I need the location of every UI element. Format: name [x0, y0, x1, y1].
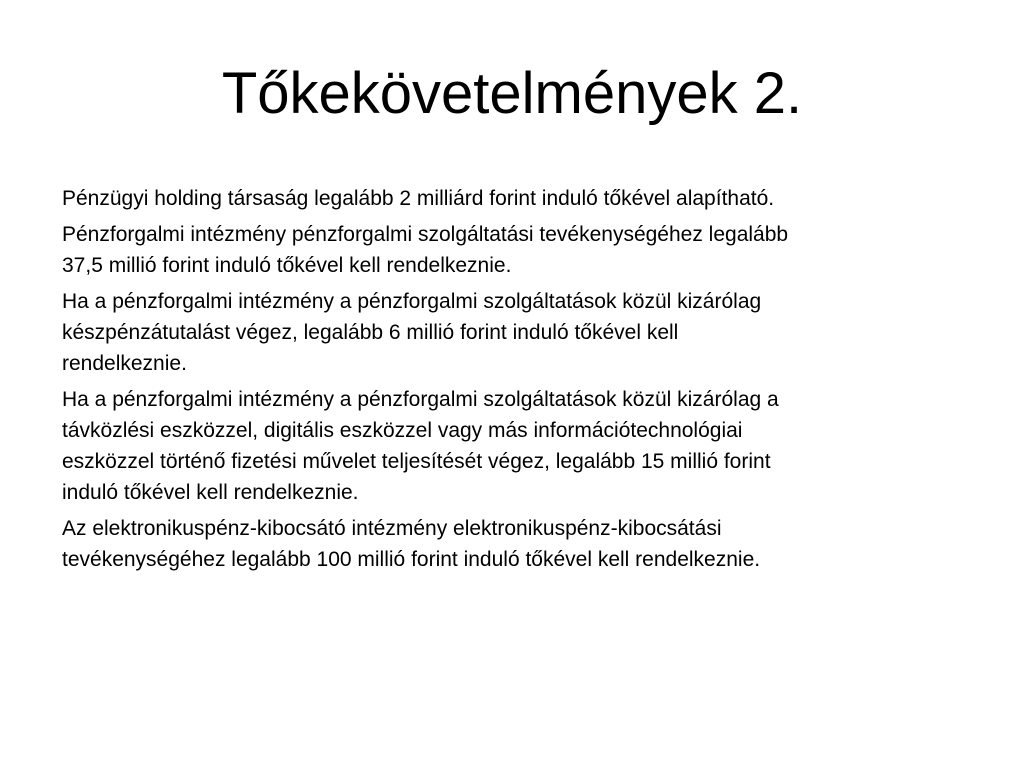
paragraph-line: Ha a pénzforgalmi intézmény a pénzforgalmi szolgáltatások közül kizárólag a	[62, 388, 779, 411]
paragraph-digital-payment-capital	[62, 384, 962, 508]
paragraph-line: távközlési eszközzel, digitális eszközzel vagy más információtechnológiai	[62, 419, 743, 442]
paragraph-line: tevékenységéhez legalább 100 millió forint induló tőkével kell rendelkeznie.	[62, 548, 761, 571]
paragraph-line: induló tőkével kell rendelkeznie.	[62, 481, 359, 504]
paragraph-line: rendelkeznie.	[62, 352, 187, 375]
paragraph-cash-transfer-capital	[62, 286, 962, 379]
paragraph-line: készpénzátutalást végez, legalább 6 millió forint induló tőkével kell	[62, 321, 679, 344]
slide-body	[62, 183, 962, 580]
paragraph-line: 37,5 millió forint induló tőkével kell rendelkeznie.	[62, 254, 512, 277]
paragraph-line: Ha a pénzforgalmi intézmény a pénzforgalmi szolgáltatások közül kizárólag	[62, 290, 762, 313]
paragraph-line: Az elektronikuspénz-kibocsátó intézmény elektronikuspénz-kibocsátási	[62, 517, 722, 540]
paragraph-line: eszközzel történő fizetési művelet teljesítését végez, legalább 15 millió forint	[62, 450, 771, 473]
paragraph-holding-capital	[62, 183, 962, 214]
slide-title: Tőkekövetelmények 2.	[221, 61, 803, 126]
paragraph-line: Pénzforgalmi intézmény pénzforgalmi szolgáltatási tevékenységéhez legalább	[62, 223, 789, 246]
paragraph-e-money-capital	[62, 513, 962, 575]
paragraph-payment-institution-capital	[62, 219, 962, 281]
paragraph-line: Pénzügyi holding társaság legalább 2 milliárd forint induló tőkével alapítható.	[62, 187, 775, 210]
